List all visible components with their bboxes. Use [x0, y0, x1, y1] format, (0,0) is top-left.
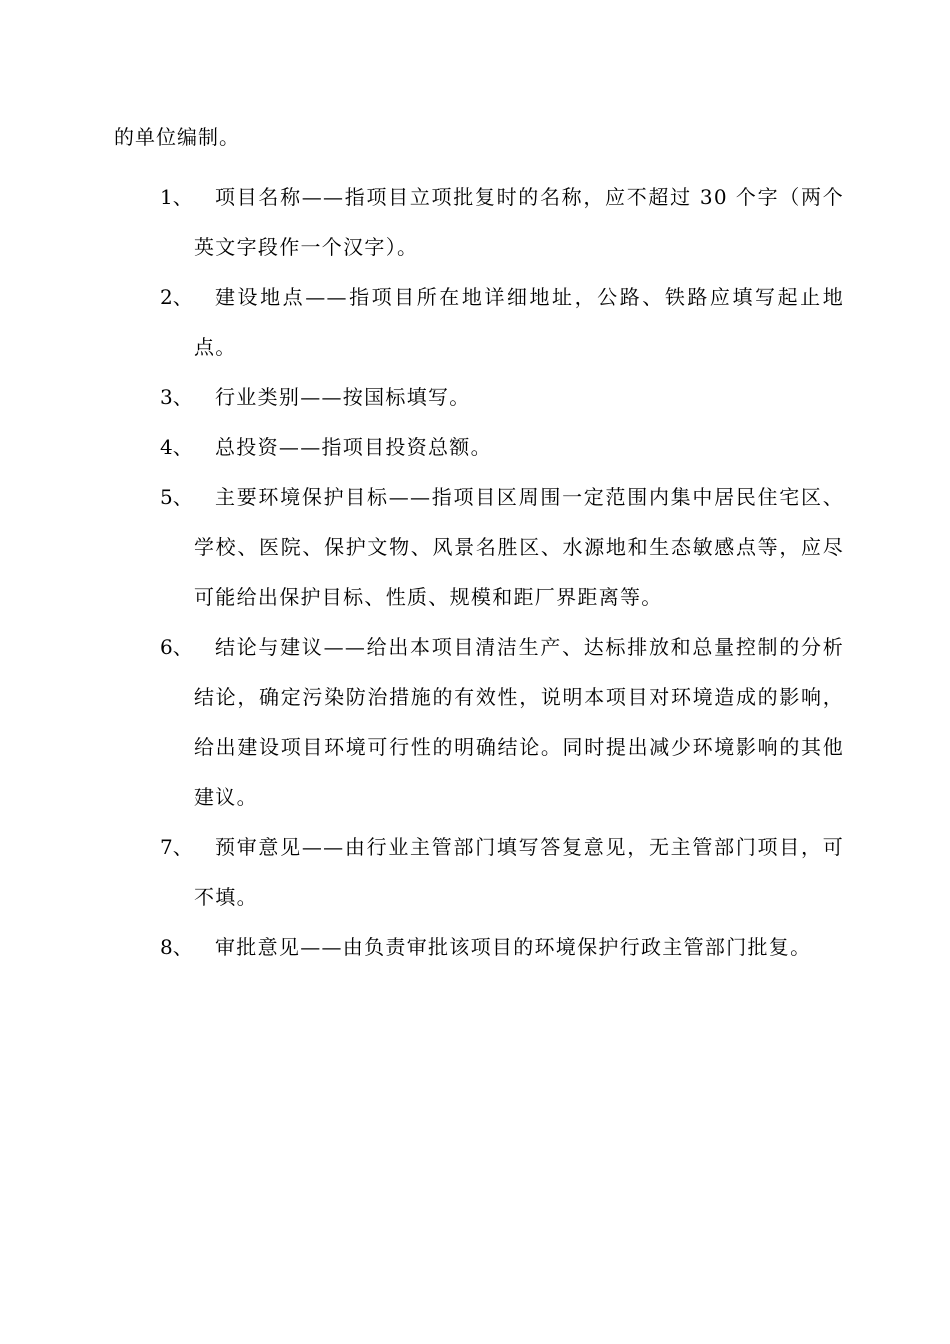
item-text: 建设地点——指项目所在地详细地址，公路、铁路应填写起止地点。 — [194, 285, 844, 359]
item-number: 4、 — [160, 435, 193, 459]
list-item — [0, 272, 950, 372]
list-item — [0, 822, 950, 922]
list-item — [0, 922, 950, 972]
list-item — [0, 372, 950, 422]
item-text: 总投资——指项目投资总额。 — [215, 435, 492, 459]
list-item — [0, 472, 950, 622]
list-item — [0, 422, 950, 472]
item-number: 3、 — [160, 385, 193, 409]
item-text: 结论与建议——给出本项目清洁生产、达标排放和总量控制的分析结论，确定污染防治措施的有效性，说明本项目对环境造成的影响，给出建设项目环境可行性的明确结论。同时提出减少环境影响的其他建议。 — [194, 635, 844, 809]
item-text: 主要环境保护目标——指项目区周围一定范围内集中居民住宅区、学校、医院、保护文物、风景名胜区、水源地和生态敏感点等，应尽可能给出保护目标、性质、规模和距厂界距离等。 — [194, 485, 844, 609]
lead-text: 的单位编制。 — [114, 125, 240, 149]
item-text: 审批意见——由负责审批该项目的环境保护行政主管部门批复。 — [215, 935, 812, 959]
list-item — [0, 622, 950, 822]
item-number: 6、 — [160, 635, 193, 659]
item-text: 行业类别——按国标填写。 — [215, 385, 471, 409]
item-number: 8、 — [160, 935, 193, 959]
instruction-list — [0, 172, 950, 972]
list-item — [0, 172, 950, 272]
item-text: 项目名称——指项目立项批复时的名称，应不超过 30 个字（两个英文字段作一个汉字）。 — [194, 185, 844, 259]
item-number: 2、 — [160, 285, 193, 309]
item-number: 1、 — [160, 185, 193, 209]
item-text: 预审意见——由行业主管部门填写答复意见，无主管部门项目，可不填。 — [194, 835, 844, 909]
item-number: 5、 — [160, 485, 193, 509]
item-number: 7、 — [160, 835, 193, 859]
